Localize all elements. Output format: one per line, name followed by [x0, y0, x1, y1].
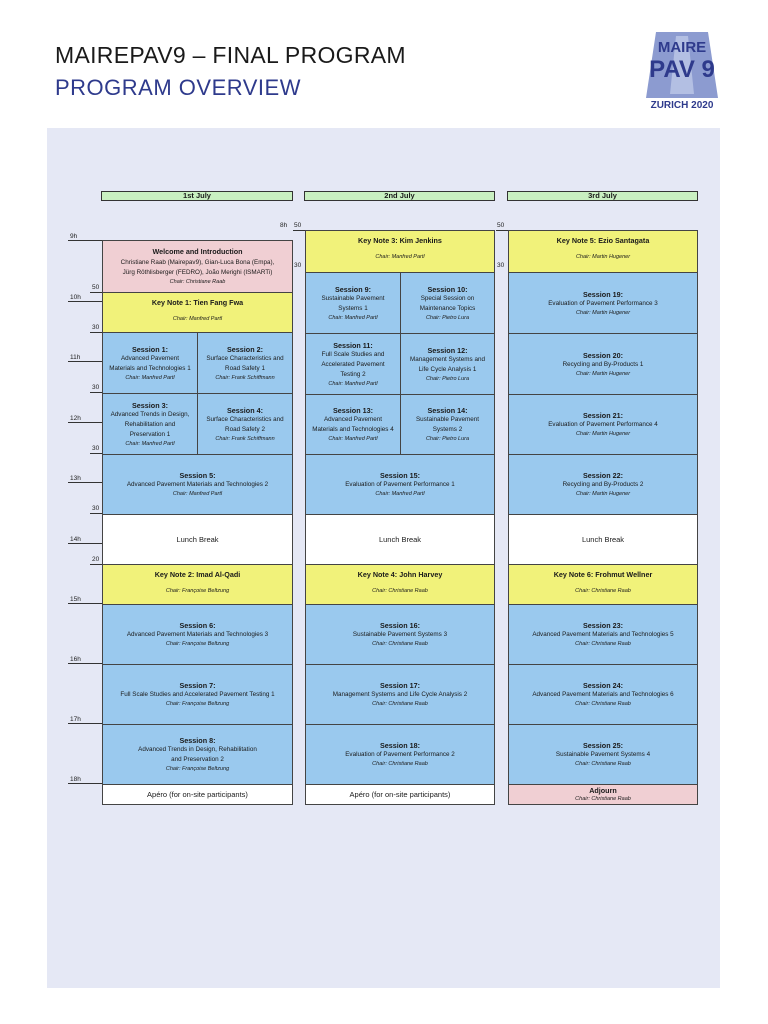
- keynote-4-chair: Chair: Christiane Raab: [372, 588, 428, 594]
- keynote-5-title: Key Note 5: Ezio Santagata: [556, 236, 650, 245]
- session-9-chair: Chair: Manfred Partl: [328, 314, 378, 321]
- time-label: 14h: [70, 536, 81, 543]
- session-20-name: Recycling and By-Products 1: [562, 360, 644, 368]
- time-label: 30: [497, 262, 505, 269]
- session-22-chair: Chair: Martin Hugener: [575, 491, 631, 497]
- session-5-chair: Chair: Manfred Partl: [172, 491, 223, 497]
- session-25-chair: Chair: Christiane Raab: [575, 761, 631, 767]
- time-label: 12h: [70, 415, 81, 422]
- time-label: 11h: [70, 354, 81, 361]
- session-5-block: [102, 454, 293, 515]
- session-12-chair: Chair: Pietro Lura: [425, 375, 470, 382]
- lunch-break-day2: [305, 514, 495, 565]
- time-label: 15h: [70, 596, 81, 603]
- lunch-break-day1: [102, 514, 293, 565]
- session-23-name: Advanced Pavement Materials and Technologies 5: [532, 631, 674, 638]
- keynote-2-block: [102, 564, 293, 605]
- keynote-3-block: [305, 230, 495, 273]
- session-15-name: Evaluation of Pavement Performance 1: [345, 481, 455, 488]
- session-3-title: Session 3:: [132, 400, 168, 410]
- apero-label: Apéro (for on-site participants): [147, 790, 248, 799]
- session-1-block: [102, 332, 198, 394]
- session-23-title: Session 23:: [583, 621, 623, 630]
- time-label: 20: [92, 556, 100, 563]
- session-3-name: Advanced Trends in Design,: [110, 410, 190, 418]
- session-25-block: [508, 724, 698, 785]
- lunch-break-label: Lunch Break: [378, 535, 422, 544]
- time-label: 50: [497, 222, 505, 229]
- time-line: [68, 301, 102, 302]
- session-16-chair: Chair: Christiane Raab: [372, 641, 428, 647]
- session-9-block: [305, 272, 401, 334]
- session-18-title: Session 18:: [380, 741, 420, 750]
- session-18-block: [305, 724, 495, 785]
- adjourn-chair: Chair: Christiane Raab: [575, 795, 631, 802]
- time-label: 50: [294, 222, 302, 229]
- keynote-2-chair: Chair: Françoise Beltzung: [165, 588, 230, 594]
- session-3-chair: Chair: Manfred Partl: [125, 440, 175, 447]
- time-line: [68, 663, 102, 664]
- time-line: [90, 292, 102, 293]
- session-10-chair: Chair: Pietro Lura: [425, 314, 470, 321]
- session-6-name: Advanced Pavement Materials and Technologies 3: [126, 631, 269, 638]
- session-13-title: Session 13:: [333, 406, 373, 415]
- session-17-title: Session 17:: [380, 681, 420, 690]
- session-21-title: Session 21:: [583, 411, 623, 420]
- time-label: 13h: [70, 475, 81, 482]
- keynote-3-title: Key Note 3: Kim Jenkins: [358, 236, 442, 245]
- session-7-block: [102, 664, 293, 725]
- session-2-chair: Chair: Frank Schiffmann: [215, 374, 275, 381]
- session-24-block: [508, 664, 698, 725]
- session-4-chair: Chair: Frank Schiffmann: [215, 435, 275, 442]
- session-11-name: Full Scale Studies and: [321, 350, 385, 358]
- session-11-title: Session 11:: [333, 340, 373, 350]
- session-21-name: Evaluation of Pavement Performance 4: [548, 421, 658, 428]
- keynote-1-block: [102, 292, 293, 333]
- page-title: MAIREPAV9 – FINAL PROGRAM: [55, 42, 406, 68]
- session-3-name: Preservation 1: [129, 430, 171, 438]
- time-line: [68, 422, 102, 423]
- day-header-2: 2nd July: [304, 191, 495, 201]
- session-11-block: [305, 333, 401, 395]
- keynote-4-title: Key Note 4: John Harvey: [357, 570, 443, 579]
- session-15-chair: Chair: Manfred Partl: [375, 491, 425, 497]
- time-line: [68, 543, 102, 544]
- session-3-name: Rehabilitation and: [124, 420, 176, 428]
- session-4-name: Surface Characteristics and: [206, 415, 284, 423]
- session-25-title: Session 25:: [583, 741, 623, 750]
- time-label: 30: [92, 445, 100, 452]
- session-7-title: Session 7:: [179, 681, 216, 690]
- logo-text-zurich: ZURICH 2020: [650, 100, 714, 111]
- session-4-name: Road Safety 2: [225, 425, 265, 433]
- keynote-6-block: [508, 564, 698, 605]
- session-12-name: Life Cycle Analysis 1: [418, 365, 477, 373]
- time-line: [293, 230, 305, 231]
- session-24-chair: Chair: Christiane Raab: [575, 701, 631, 707]
- session-8-block: [102, 724, 293, 785]
- welcome-title: Welcome and Introduction: [152, 247, 243, 256]
- time-label: 9h: [70, 233, 78, 240]
- session-1-name: Materials and Technologies 1: [109, 364, 191, 372]
- session-11-chair: Chair: Manfred Partl: [328, 380, 378, 387]
- session-14-block: [400, 394, 495, 455]
- welcome-speakers-line1: Christiane Raab (Mairepav9), Gian-Luca Bona (Empa),: [120, 259, 275, 266]
- keynote-4-block: [305, 564, 495, 605]
- time-line: [68, 723, 102, 724]
- time-line: [90, 513, 102, 514]
- session-22-block: [508, 454, 698, 515]
- page-subtitle: PROGRAM OVERVIEW: [55, 75, 301, 100]
- session-8-chair: Chair: Françoise Beltzung: [165, 766, 230, 772]
- mairepav9-logo: [646, 32, 718, 112]
- time-line: [68, 240, 102, 241]
- session-19-chair: Chair: Martin Hugener: [575, 309, 631, 316]
- session-6-title: Session 6:: [179, 621, 216, 630]
- keynote-3-chair: Chair: Manfred Partl: [375, 254, 425, 260]
- time-label: 50: [92, 284, 100, 291]
- session-12-name: Management Systems and: [410, 355, 485, 363]
- session-7-name: Full Scale Studies and Accelerated Pavement Testing 1: [120, 691, 275, 698]
- time-line: [90, 392, 102, 393]
- time-label: 30: [92, 384, 100, 391]
- session-13-name: Advanced Pavement: [323, 416, 383, 423]
- time-label: 8h: [280, 222, 288, 229]
- session-12-block: [400, 333, 495, 395]
- time-label: 10h: [70, 294, 81, 301]
- session-24-title: Session 24:: [583, 681, 623, 690]
- adjourn-title: Adjourn: [589, 785, 617, 795]
- time-label: 30: [294, 262, 302, 269]
- session-4-title: Session 4:: [227, 405, 263, 415]
- session-23-chair: Chair: Christiane Raab: [575, 641, 631, 647]
- lunch-break-label: Lunch Break: [581, 535, 625, 544]
- session-16-name: Sustainable Pavement Systems 3: [352, 631, 448, 638]
- session-11-name: Accelerated Pavement: [321, 360, 385, 368]
- session-15-title: Session 15:: [380, 471, 420, 480]
- time-line: [90, 564, 102, 565]
- session-13-name: Materials and Technologies 4: [312, 426, 394, 433]
- session-8-title: Session 8:: [179, 736, 216, 745]
- session-4-block: [197, 393, 293, 455]
- session-10-block: [400, 272, 495, 334]
- adjourn-block: [508, 784, 698, 805]
- session-5-title: Session 5:: [179, 471, 216, 480]
- time-label: 18h: [70, 776, 81, 783]
- apero-label: Apéro (for on-site participants): [349, 790, 451, 799]
- session-22-name: Recycling and By-Products 2: [562, 481, 644, 488]
- lunch-break-day3: [508, 514, 698, 565]
- session-17-chair: Chair: Christiane Raab: [372, 701, 428, 707]
- day-header-3: 3rd July: [507, 191, 698, 201]
- session-9-name: Systems 1: [338, 304, 368, 312]
- session-10-name: Maintenance Topics: [419, 304, 476, 312]
- session-6-block: [102, 604, 293, 665]
- day-header-1: 1st July: [101, 191, 293, 201]
- session-5-name: Advanced Pavement Materials and Technologies 2: [126, 481, 269, 488]
- time-line: [496, 230, 508, 231]
- keynote-1-title: Key Note 1: Tien Fang Fwa: [151, 298, 244, 307]
- session-10-title: Session 10:: [427, 284, 468, 294]
- keynote-1-chair: Chair: Manfred Partl: [172, 316, 223, 322]
- welcome-speakers-line2: Jürg Röthlisberger (FEDRO), João Merighi (ISMARTi): [122, 269, 273, 276]
- session-19-name: Evaluation of Pavement Performance 3: [548, 299, 658, 307]
- session-17-name: Management Systems and Life Cycle Analysis 2: [332, 691, 468, 698]
- time-label: 16h: [70, 656, 81, 663]
- session-8-name: Advanced Trends in Design, Rehabilitation: [138, 746, 257, 753]
- session-21-block: [508, 394, 698, 455]
- apero-day2: [305, 784, 495, 805]
- session-13-chair: Chair: Manfred Partl: [328, 436, 378, 442]
- session-1-chair: Chair: Manfred Partl: [125, 374, 175, 381]
- session-14-title: Session 14:: [427, 406, 468, 415]
- welcome-block: [102, 240, 293, 293]
- session-2-name: Surface Characteristics and: [206, 354, 284, 362]
- session-14-chair: Chair: Pietro Lura: [425, 436, 470, 442]
- session-16-title: Session 16:: [380, 621, 420, 630]
- session-12-title: Session 12:: [427, 345, 468, 355]
- session-9-name: Sustainable Pavement: [321, 294, 385, 302]
- session-1-title: Session 1:: [132, 344, 168, 354]
- session-10-name: Special Session on: [420, 294, 475, 302]
- session-15-block: [305, 454, 495, 515]
- session-16-block: [305, 604, 495, 665]
- session-3-block: [102, 393, 198, 455]
- apero-day1: [102, 784, 293, 805]
- welcome-chair: Chair: Christiane Raab: [169, 279, 226, 285]
- keynote-6-title: Key Note 6: Frohmut Wellner: [553, 570, 653, 579]
- session-20-title: Session 20:: [583, 350, 623, 360]
- time-line: [68, 783, 102, 784]
- session-2-block: [197, 332, 293, 394]
- session-22-title: Session 22:: [583, 471, 623, 480]
- session-19-title: Session 19:: [583, 289, 623, 299]
- session-19-block: [508, 272, 698, 334]
- session-1-name: Advanced Pavement: [120, 354, 180, 362]
- time-label: 17h: [70, 716, 81, 723]
- time-line: [68, 482, 102, 483]
- session-20-block: [508, 333, 698, 395]
- session-6-chair: Chair: Françoise Beltzung: [165, 641, 230, 647]
- session-2-title: Session 2:: [227, 344, 263, 354]
- session-14-name: Systems 2: [432, 426, 463, 433]
- time-line: [90, 453, 102, 454]
- keynote-5-block: [508, 230, 698, 273]
- session-24-name: Advanced Pavement Materials and Technologies 6: [532, 691, 674, 698]
- session-7-chair: Chair: Françoise Beltzung: [165, 701, 230, 707]
- session-25-name: Sustainable Pavement Systems 4: [555, 751, 651, 758]
- session-18-name: Evaluation of Pavement Performance 2: [345, 751, 455, 758]
- lunch-break-label: Lunch Break: [176, 535, 219, 544]
- session-14-name: Sustainable Pavement: [415, 416, 479, 423]
- session-2-name: Road Safety 1: [225, 364, 265, 372]
- time-line: [90, 332, 102, 333]
- session-13-block: [305, 394, 401, 455]
- time-label: 30: [92, 505, 100, 512]
- session-20-chair: Chair: Martin Hugener: [575, 370, 631, 377]
- session-17-block: [305, 664, 495, 725]
- keynote-6-chair: Chair: Christiane Raab: [575, 588, 631, 594]
- keynote-5-chair: Chair: Martin Hugener: [575, 254, 631, 260]
- logo-text-pav9: PAV 9: [649, 56, 715, 83]
- session-23-block: [508, 604, 698, 665]
- time-label: 30: [92, 324, 100, 331]
- session-9-title: Session 9:: [335, 284, 371, 294]
- session-18-chair: Chair: Christiane Raab: [372, 761, 428, 767]
- keynote-2-title: Key Note 2: Imad Al-Qadi: [154, 570, 241, 579]
- session-21-chair: Chair: Martin Hugener: [575, 431, 631, 437]
- session-11-name: Testing 2: [340, 370, 366, 378]
- time-line: [68, 361, 102, 362]
- session-8-name: and Preservation 2: [171, 756, 224, 763]
- time-line: [68, 603, 102, 604]
- logo-text-maire: MAIRE: [657, 39, 707, 56]
